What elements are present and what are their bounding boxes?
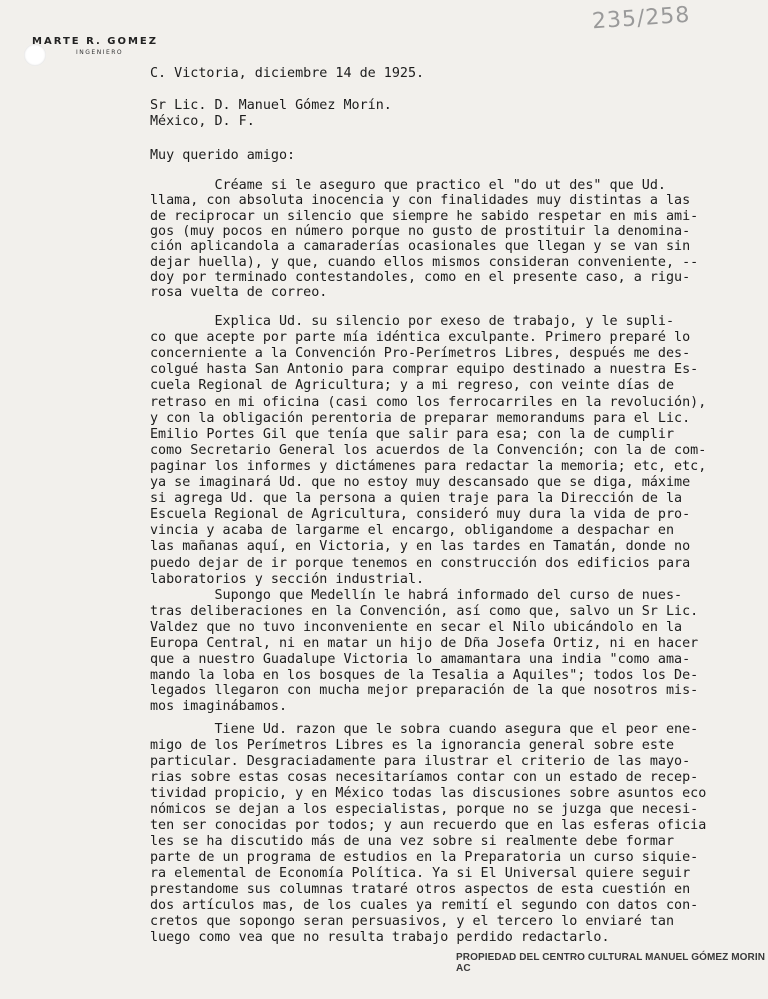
body-line: mos imaginábamos.	[150, 699, 288, 715]
body-line: laboratorios y sección industrial.	[150, 571, 425, 587]
archive-number: 235/258	[591, 2, 692, 35]
body-line: legados llegaron con mucha mejor preparación de la que nosotros mis-	[150, 683, 699, 699]
salutation: Muy querido amigo:	[150, 148, 296, 163]
body-line: particular. Desgraciadamente para ilustrar el criterio de las mayo-	[150, 754, 691, 769]
body-line: de reciprocar un silencio que siempre he sabido respetar en mis ami-	[150, 208, 699, 224]
body-line: Escuela Regional de Agricultura, consideró muy dura la vida de pro-	[150, 507, 691, 523]
body-line: rias sobre estas cosas necesitaríamos contar con un estado de recep-	[150, 770, 699, 785]
body-line: ya se imaginará Ud. que no estoy muy descansado que se diga, máxime	[150, 475, 691, 490]
body-line: cretos que sopongo seran persuasivos, y el tercero lo enviaré tan	[150, 914, 675, 929]
body-line: doy por terminado contestandoles, como en el presente caso, a rigu-	[150, 269, 691, 285]
body-line: Supongo que Medellín le habrá informado del curso de nues-	[150, 588, 683, 603]
body-line: tividad propicio, y en México todas las discusiones sobre asuntos eco	[150, 786, 707, 801]
body-line: colgué hasta San Antonio para comprar equipo destinado a nuestra Es-	[150, 362, 699, 378]
body-line: dejar huella), y que, cuando ellos mismos consideran conveniente, --	[150, 254, 699, 270]
body-line: puedo dejar de ir porque tenemos en construcción dos edificios para	[150, 555, 691, 571]
body-line: dos artículos mas, de los cuales ya remití el segundo con datos con-	[150, 898, 699, 913]
body-line: vincia y acaba de largarme el encargo, obligandome a despachar en	[150, 523, 675, 539]
body-line: y con la obligación perentoria de preparar memorandums para el Lic.	[150, 410, 691, 426]
body-line: ten ser conocidas por todos; y aun recuerdo que en las esferas oficia	[150, 818, 707, 833]
body-line: concerniente a la Convención Pro-Perímetros Libres, después me des-	[150, 346, 691, 362]
body-line: Emilio Portes Gil que tenía que salir para esa; con la de cumplir	[150, 426, 675, 442]
body-line: Explica Ud. su silencio por exeso de trabajo, y le supli-	[150, 314, 675, 329]
body-line: Tiene Ud. razon que le sobra cuando asegura que el peor ene-	[150, 722, 699, 737]
body-line: rosa vuelta de correo.	[150, 285, 328, 301]
recipient-line-1: Sr Lic. D. Manuel Gómez Morín.	[150, 98, 392, 113]
body-line: co que acepte por parte mía idéntica exculpante. Primero preparé lo	[150, 330, 691, 346]
body-line: tras deliberaciones en la Convención, así como que, salvo un Sr Lic.	[150, 603, 699, 619]
body-line: retraso en mi oficina (casi como los ferrocarriles en la revolución),	[150, 394, 707, 410]
body-line: como Secretario General los acuerdos de la Convención; con la de com-	[150, 442, 707, 458]
body-line: migo de los Perímetros Libres es la ignorancia general sobre este	[150, 738, 675, 753]
body-line: Europa Central, ni en matar un hijo de Dña Josefa Ortiz, ni en hacer	[150, 635, 699, 651]
body-line: prestandome sus columnas trataré otros aspectos de esta cuestión en	[150, 882, 691, 897]
body-line: ra elemental de Economía Política. Ya si El Universal quiere seguir	[150, 866, 691, 881]
body-line: Créame si le aseguro que practico el "do ut des" que Ud.	[150, 178, 666, 193]
body-line: Valdez que no tuvo inconveniente en secar el Nilo ubicándolo en la	[150, 619, 683, 635]
date-line: C. Victoria, diciembre 14 de 1925.	[150, 66, 425, 81]
body-line: luego como vea que no resulta trabajo perdido redactarlo.	[150, 930, 610, 945]
letterhead-title: INGENIERO	[76, 49, 124, 56]
ownership-footer: PROPIEDAD DEL CENTRO CULTURAL MANUEL GÓMEZ MORIN AC	[456, 952, 766, 974]
body-line: gos (muy pocos en número porque no gusto de prostituir la denomina-	[150, 223, 691, 239]
body-line: llama, con absoluta inocencia y con finalidades muy distintas a las	[150, 193, 691, 209]
letterhead-name: MARTE R. GOMEZ	[32, 36, 158, 47]
body-line: nómicos se dejan a los especialistas, porque no se juzga que necesi-	[150, 802, 699, 817]
recipient-line-2: México, D. F.	[150, 114, 255, 129]
body-line: mando la loba en los bosques de la Tesalia a Aquiles"; todos los De-	[150, 667, 699, 683]
body-line: las mañanas aquí, en Victoria, y en las tardes en Tamatán, donde no	[150, 539, 691, 555]
body-line: que a nuestro Guadalupe Victoria lo amamantara una india "como ama-	[150, 651, 691, 667]
body-line: cuela Regional de Agricultura; y a mi regreso, con veinte días de	[150, 378, 675, 394]
body-line: ción aplicandola a camaraderías ocasionales que llegan y se van sin	[150, 239, 691, 255]
body-line: les se ha discutido más de una vez sobre si realmente debe formar	[150, 834, 675, 849]
punch-hole	[24, 44, 46, 66]
body-line: si agrega Ud. que la persona a quien traje para la Dirección de la	[150, 491, 683, 507]
body-line: parte de un programa de estudios en la Preparatoria un curso siquie-	[150, 850, 699, 865]
body-line: paginar los informes y dictámenes para redactar la memoria; etc, etc,	[150, 458, 707, 474]
